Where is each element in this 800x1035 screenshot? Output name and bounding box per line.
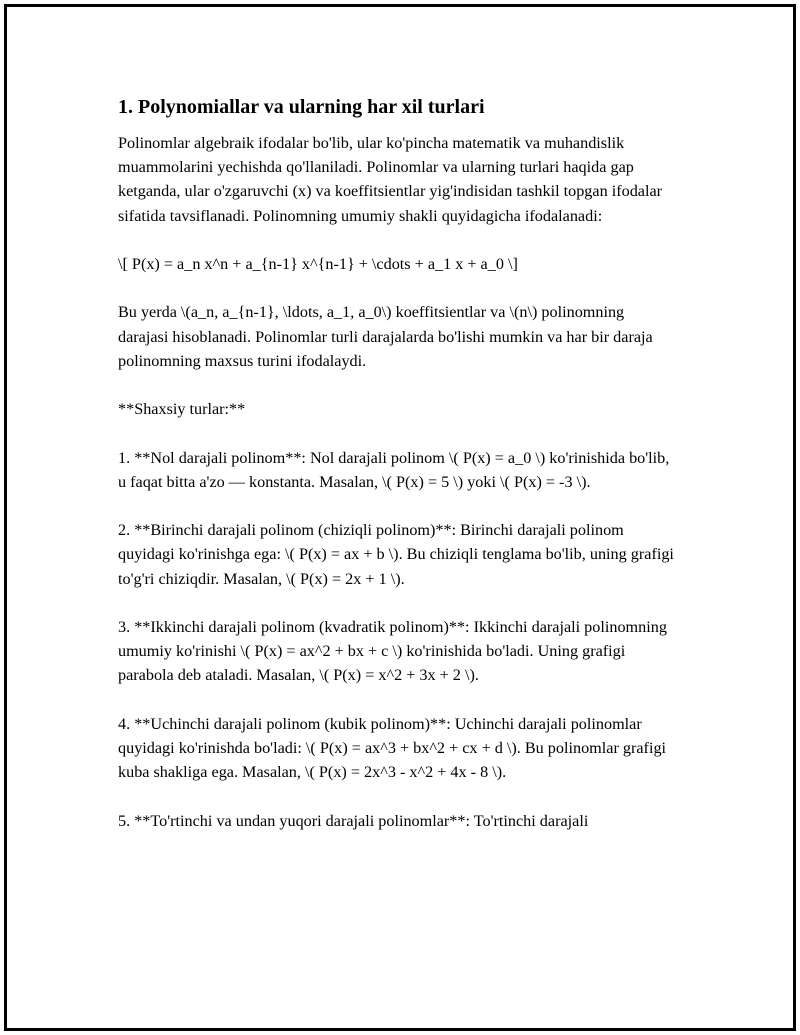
list-item-second-degree: 3. **Ikkinchi darajali polinom (kvadratik polinom)**: Ikkinchi darajali polinomning umumiy ko'rinishi \( P(x) = ax^2 + bx + c \) ko'rinishida bo'ladi. Uning grafigi parabola deb ataladi. Masalan, \( P(x) = x^2 + 3x + 2 \). (118, 617, 667, 685)
list-item-first-degree: 2. **Birinchi darajali polinom (chiziqli polinom)**: Birinchi darajali polinom quyidagi ko'rinishga ega: \( P(x) = ax + b \). Bu chiziqli tenglama bo'lib, uning grafigi to'g'ri chiziqdir. Masalan, \( P(x) = 2x + 1 \). (118, 521, 674, 588)
document-body (118, 93, 678, 833)
list-item-fourth-degree: 5. **To'rtinchi va undan yuqori darajali polinomlar**: To'rtinchi darajali (118, 811, 589, 830)
list-item-zero-degree: 1. **Nol darajali polinom**: Nol darajali polinom \( P(x) = a_0 \) ko'rinishida bo'lib, u faqat bitta a'zo — konstanta. Masalan, \( P(x) = 5 \) yoki \( P(x) = -3 \). (118, 448, 670, 491)
paragraph-coefficients: Bu yerda \(a_n, a_{n-1}, \ldots, a_1, a_0\) koeffitsientlar va \(n\) polinomning darajasi hisoblanadi. Polinomlar turli darajalarda bo'lishi mumkin va har bir daraja polinomning maxsus turini ifodalaydi. (118, 303, 653, 370)
list-item-third-degree: 4. **Uchinchi darajali polinom (kubik polinom)**: Uchinchi darajali polinomlar quyidagi ko'rinishda bo'ladi: \( P(x) = ax^3 + bx^2 + cx + d \). Bu polinomlar grafigi kuba shakliga ega. Masalan, \( P(x) = 2x^3 - x^2 + 4x - 8 \). (118, 714, 667, 782)
page-title: 1. Polynomiallar va ularning har xil turlari (118, 96, 485, 118)
paragraph-intro: Polinomlar algebraik ifodalar bo'lib, ular ko'pincha matematik va muhandislik muammolarini yechishda qo'llaniladi. Polinomlar va ularning turlari haqida gap ketganda, ular o'zgaruvchi (x) va koeffitsientlar yig'indisidan tashkil topgan ifodalar sifatida tavsiflanadi. Polinomning umumiy shakli quyidagicha ifodalanadi: (118, 134, 663, 225)
paragraph-general-formula: \[ P(x) = a_n x^n + a_{n-1} x^{n-1} + \cdots + a_1 x + a_0 \] (118, 255, 518, 273)
paragraph-types-heading: **Shaxsiy turlar:** (118, 400, 246, 419)
